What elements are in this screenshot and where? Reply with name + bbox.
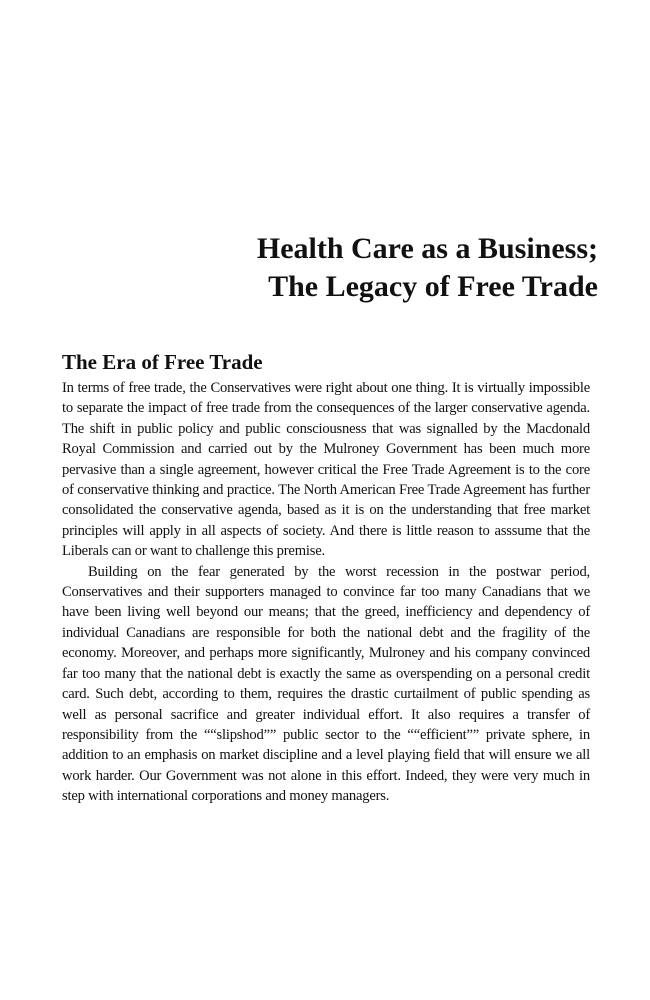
chapter-title-line-2: The Legacy of Free Trade (268, 270, 598, 303)
paragraph-2: Building on the fear generated by the worst recession in the postwar period, Conservatives and their supporters managed to convince far too many Canadians that we have been living well beyond our means; that the greed, inefficiency and dependency of individual Canadians are responsible for both the national debt and the fragility of the economy. Moreover, and perhaps more significantly, Mulroney and his company convinced far too many that the national debt is exactly the same as overspending on a personal credit card. Such debt, according to them, requires the drastic curtailment of public spending as well as personal sacrifice and greater individual effort. It also requires a transfer of responsibility from the ““slipshod”” public sector to the ““efficient”” private sphere, in addition to an emphasis on market discipline and a level playing field that will ensure we all work harder. Our Government was not alone in this effort. Indeed, they were very much in step with international corporations and money managers. (62, 563, 590, 805)
body-text (62, 378, 590, 807)
chapter-title-line-1: Health Care as a Business; (256, 232, 598, 265)
section-heading: The Era of Free Trade (62, 350, 263, 374)
chapter-title (257, 230, 598, 306)
paragraph-1: In terms of free trade, the Conservatives were right about one thing. It is virtually impossible to separate the impact of free trade from the consequences of the larger conservative agenda. The shift in public policy and public consciousness that was signalled by the Macdonald Royal Commission and carried out by the Mulroney Government has been much more pervasive than a single agreement, however critical the Free Trade Agreement is to the core of conservative thinking and practice. The North American Free Trade Agreement has further consolidated the conservative agenda, based as it is on the understanding that free market principles will apply in all aspects of society. And there is little reason to asssume that the Liberals can or want to challenge this premise. (62, 380, 590, 560)
